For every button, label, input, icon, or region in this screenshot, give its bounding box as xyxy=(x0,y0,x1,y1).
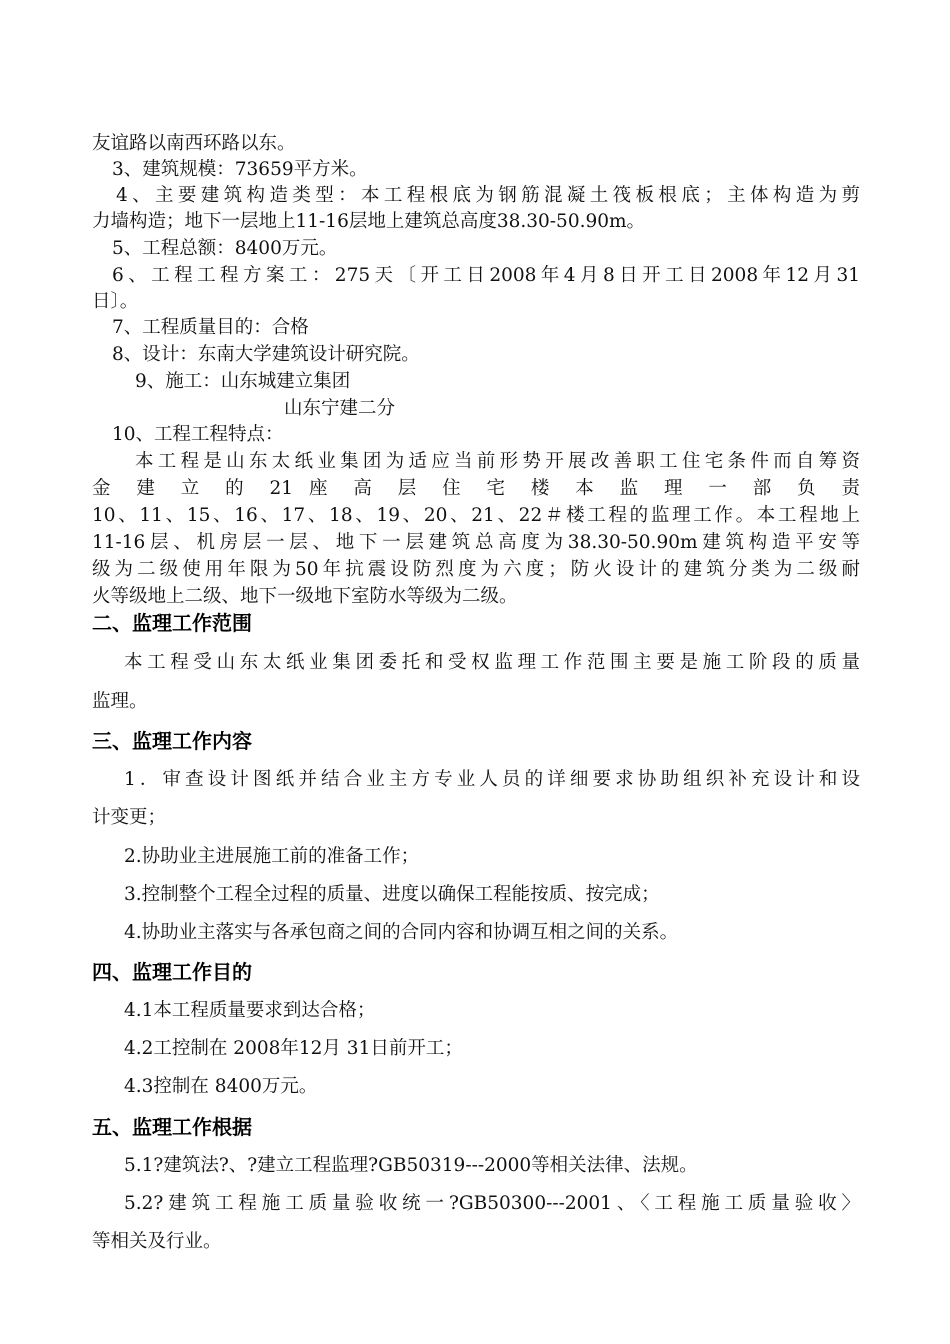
text-line: 4.1本工程质量要求到达合格； xyxy=(124,1000,376,1021)
text-line: 10、工程工程特点： xyxy=(112,424,284,445)
text-line: 3.控制整个工程全过程的质量、进度以确保工程能按质、按完成； xyxy=(124,884,660,905)
text-line: 5.1?建筑法?、?建立工程监理?GB50319---2000等相关法律、法规。 xyxy=(124,1155,698,1176)
text-line: 监理。 xyxy=(92,691,148,712)
text-line: 5.2?建筑工程施工质量验收统一?GB50300---2001、〈工程施工质量验收〉 xyxy=(124,1193,860,1214)
text-line: 10、11、15、16、17、18、19、20、21、22＃楼工程的监理工作。本工程地上 xyxy=(92,505,860,526)
text-line: 1．审查设计图纸并结合业主方专业人员的详细要求协助组织补充设计和设 xyxy=(124,769,860,790)
text-line: 9、施工：山东城建立集团 xyxy=(135,371,351,392)
text-line: 友谊路以南西环路以东。 xyxy=(92,133,296,154)
text-line: 2.协助业主进展施工前的准备工作； xyxy=(124,846,420,867)
text-line: 日〕。 xyxy=(92,291,139,312)
text-line: 本工程是山东太纸业集团为适应当前形势开展改善职工住宅条件而自筹资 xyxy=(135,451,860,472)
section-heading: 三、监理工作内容 xyxy=(92,729,252,753)
text-line: 火等级地上二级、地下一级地下室防水等级为二级。 xyxy=(92,586,518,607)
text-line: 11-16层、机房层一层、地下一层建筑总高度为38.30-50.90m建筑构造平安等 xyxy=(92,532,860,553)
text-line: 4、主要建筑构造类型：本工程根底为钢筋混凝土筏板根底；主体构造为剪 xyxy=(116,185,860,206)
text-line: 计变更； xyxy=(92,807,167,828)
text-line: 金 建 立 的 21 座 高 层 住 宅 楼 本 监 理 一 部 负 责 xyxy=(92,478,860,499)
text-line: 4.3控制在 8400万元。 xyxy=(124,1076,318,1097)
text-line: 5、工程总额：8400万元。 xyxy=(112,238,338,259)
section-heading: 五、监理工作根据 xyxy=(92,1115,252,1139)
text-line: 8、设计：东南大学建筑设计研究院。 xyxy=(112,344,420,365)
text-line: 本工程受山东太纸业集团委托和受权监理工作范围主要是施工阶段的质量 xyxy=(124,652,860,673)
text-line: 6、工程工程方案工：275天〔开工日2008年4月8日开工日2008年12月31 xyxy=(112,265,860,286)
text-line: 等相关及行业。 xyxy=(92,1231,222,1252)
text-line: 山东宁建二分 xyxy=(284,398,396,419)
text-line: 力墙构造；地下一层地上11-16层地上建筑总高度38.30-50.90m。 xyxy=(92,211,646,232)
text-line: 4.协助业主落实与各承包商之间的合同内容和协调互相之间的关系。 xyxy=(124,922,679,943)
text-line: 3、建筑规模：73659平方米。 xyxy=(112,159,368,180)
section-heading: 四、监理工作目的 xyxy=(92,960,252,984)
text-line: 4.2工控制在 2008年12月 31日前开工； xyxy=(124,1038,463,1059)
text-line: 7、工程质量目的：合格 xyxy=(112,317,309,338)
section-heading: 二、监理工作范围 xyxy=(92,611,252,635)
text-line: 级为二级使用年限为50年抗震设防烈度为六度；防火设计的建筑分类为二级耐 xyxy=(92,559,860,580)
